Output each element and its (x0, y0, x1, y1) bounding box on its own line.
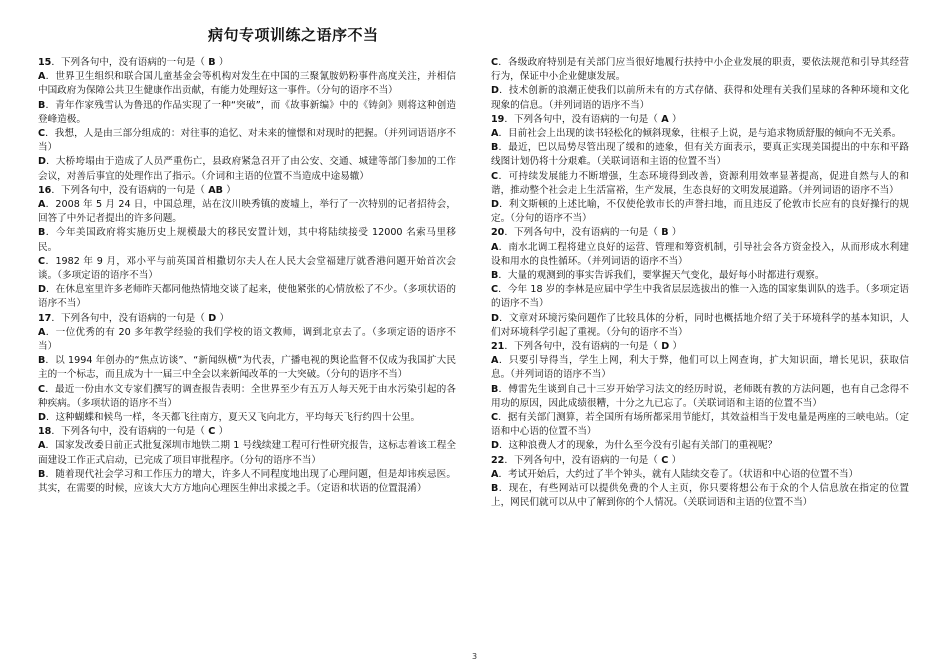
option-text: ．今年美国政府将实施历史上规模最大的移民安置计划，其中将陆续接受 12000 名索马里移民。 (38, 227, 456, 253)
option-line (491, 383, 909, 411)
option-text: ．青年作家残雪认为鲁迅的作品实现了一种“突破”，而《故事新编》中的《铸剑》则将这种创造登峰造极。 (38, 99, 456, 125)
option-letter: B (38, 227, 46, 239)
option-line (38, 326, 456, 354)
option-letter: B (491, 483, 499, 495)
question-text: ．下列各句中，没有语病的一句是（ (504, 227, 658, 239)
question-stem (38, 312, 456, 326)
option-text: ．考试开始后，大约过了半个钟头，就有人陆续交卷了。（状语和中心语的位置不当） (498, 468, 859, 480)
question-number: 21 (491, 341, 505, 353)
question-number: 22 (491, 454, 505, 466)
question-close: ） (219, 312, 230, 324)
question-stem (491, 113, 909, 127)
question-close: ） (671, 454, 682, 466)
option-letter: D (491, 199, 499, 211)
option-text: ．目前社会上出现的读书轻松化的倾斜现象，往根子上说，是与追求物质舒服的倾向不无关系。 (498, 128, 902, 140)
answer-letter: D (204, 312, 220, 324)
option-line (38, 198, 456, 226)
question-number: 16 (38, 184, 52, 196)
option-line (38, 99, 456, 127)
option-text: ．在休息室里许多老师昨天都同他热情地交谈了起来，使他紧张的心情放松了不少。（多项状语的语序不当） (38, 284, 456, 310)
question-stem (38, 425, 456, 439)
question-text: ．下列各句中，没有语病的一句是（ (51, 312, 205, 324)
option-letter: D (38, 284, 46, 296)
option-text: ．我想，人是由三部分组成的：对往事的追忆、对未来的憧憬和对现时的把握。（并列词语语序不当） (38, 128, 456, 154)
answer-letter: D (657, 341, 673, 353)
option-text: ．随着现代社会学习和工作压力的增大，许多人不同程度地出现了心理问题，但是却讳疾忌医。其实，在需要的时候，应该大大方方地向心理医生伸出求援之手。（定语和状语的位置混淆） (38, 468, 456, 495)
option-letter: A (491, 468, 499, 480)
option-letter: B (491, 270, 499, 282)
question-stem (491, 340, 909, 354)
option-text: ．这种蝴蝶和候鸟一样，冬天都飞往南方，夏天又飞向北方，平均每天飞行约四十公里。 (45, 412, 421, 424)
option-text: ．只要引导得当，学生上网，利大于弊，他们可以上网查询，扩大知识面，增长见识，获取信息。（并列词语的语序不当） (491, 355, 909, 381)
option-letter: C (38, 383, 46, 395)
question-text: ．下列各句中，没有语病的一句是（ (51, 57, 205, 68)
question-close: ） (218, 57, 229, 68)
question-text: ．下列各句中，没有语病的一句是（ (504, 113, 658, 125)
option-line (38, 383, 456, 411)
question-stem (38, 56, 456, 70)
option-text: ．南水北调工程将建立良好的运营、管理和筹资机制，引导社会各方资金投入，从而形成水利建设和用水的良性循环。（并列词语的语序不当） (491, 241, 909, 267)
answer-letter: A (657, 113, 672, 125)
option-letter: B (491, 383, 499, 395)
option-line (38, 468, 456, 496)
option-text: ．现在，有些网站可以提供免费的个人主页，你只要将想公布于众的个人信息放在指定的位置上，网民们就可以从中了解到你的个人情况。（关联词语和主语的位置不当） (491, 483, 909, 509)
option-text: ．可持续发展能力不断增强，生态环境得到改善，资源利用效率显著提高，促进自然与人的和谐，推动整个社会走上生活富裕，生产发展，生态良好的文明发展道路。（并列词语的语序不当） (491, 170, 909, 196)
option-letter: A (38, 71, 46, 83)
option-text: ．大桥垮塌由于造成了人员严重伤亡，县政府紧急召开了由公安、交通、城建等部门参加的工作会议，对善后事宜的处理作出了指示。（介词和主语的位置不当造成中途易辙） (38, 156, 456, 182)
option-line (491, 141, 909, 169)
option-text: ．国家发改委日前正式批复深圳市地铁二期 1 号线续建工程可行性研究报告，这标志着该工程全面建设工作正式启动，已完成了项目审批程序。（分句的语序不当） (38, 440, 456, 466)
option-text: ．这种浪费人才的现象，为什么至今没有引起有关部门的重视呢？ (498, 440, 778, 452)
option-line (38, 127, 456, 155)
option-line (491, 269, 909, 283)
question-text: ．下列各句中，没有语病的一句是（ (51, 426, 205, 438)
option-line (38, 439, 456, 467)
question-number: 19 (491, 113, 505, 125)
option-letter: D (491, 85, 499, 97)
option-line (491, 354, 909, 382)
option-line (491, 411, 909, 439)
option-letter: D (38, 156, 46, 168)
option-text: ．最近，巴以局势尽管出现了缓和的迹象，但有关方面表示，要真正实现美国提出的中东和平路线图计划仍将十分艰难。（关联词语和主语的位置不当） (491, 142, 909, 168)
option-line (491, 84, 909, 112)
option-line (38, 255, 456, 283)
option-line (491, 198, 909, 226)
page-number: 3 (472, 652, 478, 661)
option-text: ．利文斯顿的上述比喻，不仅使伦敦市长的声誉扫地，而且违反了伦敦市长应有的良好操行的规定。（分句的语序不当） (491, 199, 909, 225)
option-letter: B (38, 99, 46, 111)
option-text: ．据有关部门测算，若全国所有场所都采用节能灯，其效益相当于发电量是两座的三峡电站。（定语和中心语的位置不当） (491, 412, 909, 438)
option-letter: C (38, 128, 46, 140)
option-letter: D (491, 440, 499, 452)
question-stem (491, 454, 909, 468)
question-text: ．下列各句中，没有语病的一句是（ (504, 341, 658, 353)
question-close: ） (226, 184, 236, 196)
answer-letter: AB (204, 184, 227, 196)
option-line (38, 226, 456, 254)
option-text: ．2008 年 5 月 24 日，中国总理，站在汶川映秀镇的废墟上，举行了一次特别的记者招待会，回答了中外记者提出的许多问题。 (38, 199, 456, 225)
question-close: ） (218, 426, 229, 438)
option-letter: A (491, 355, 499, 367)
option-letter: A (38, 326, 46, 338)
answer-letter: B (204, 57, 219, 68)
answer-letter: B (657, 227, 672, 239)
option-letter: A (38, 199, 46, 211)
question-text: ．下列各句中，没有语病的一句是（ (51, 184, 205, 196)
option-line (491, 482, 909, 510)
option-line (38, 70, 456, 98)
option-letter: A (491, 241, 499, 253)
option-text: ．文章对环境污染问题作了比较具体的分析，同时也概括地介绍了关于环境科学的基本知识，人们对环境科学引起了重视。（分句的语序不当） (491, 312, 909, 338)
option-line (491, 241, 909, 269)
option-letter: B (491, 142, 499, 154)
left-column (38, 56, 456, 496)
option-line (491, 56, 909, 84)
question-text: ．下列各句中，没有语病的一句是（ (504, 454, 658, 466)
option-line (38, 155, 456, 183)
option-line (38, 411, 456, 425)
option-letter: D (38, 412, 46, 424)
page-title: 病句专项训练之语序不当 (208, 26, 379, 44)
question-number: 15 (38, 57, 52, 68)
question-number: 18 (38, 426, 52, 438)
question-stem (38, 184, 456, 198)
option-line (491, 170, 909, 198)
option-line (491, 439, 909, 453)
option-letter: A (491, 128, 499, 140)
option-text: ．世界卫生组织和联合国儿童基金会等机构对发生在中国的三聚氰胺奶粉事件高度关注，并相信中国政府为保障公共卫生健康作出贡献，有能力处理好这一事件。（分句的语序不当） (38, 71, 456, 97)
option-text: ．今年 18 岁的李林是应届中学生中我省层层选拔出的惟一入选的国家集训队的选手。（多项定语的语序不当） (491, 284, 909, 310)
option-letter: C (491, 412, 499, 424)
option-letter: B (38, 468, 46, 480)
option-letter: C (491, 57, 499, 68)
question-close: ） (671, 227, 682, 239)
option-line (491, 283, 909, 311)
answer-letter: C (204, 426, 219, 438)
question-close: ） (672, 341, 683, 353)
option-line (491, 127, 909, 141)
option-letter: B (38, 355, 46, 367)
question-close: ） (671, 113, 682, 125)
option-letter: C (491, 170, 499, 182)
option-text: ．大量的观测到的事实告诉我们，要掌握天气变化，最好每小时都进行观察。 (498, 270, 825, 282)
option-text: ．傅雷先生谈到自己十三岁开始学习法文的经历时说，老师既有教的方法问题，也有自己念得不用功的原因，因此成绩很糟，十分之九已忘了。（关联词语和主语的位置不当） (491, 383, 909, 409)
option-line (38, 283, 456, 311)
option-letter: C (491, 284, 499, 296)
question-stem (491, 226, 909, 240)
option-text: ．一位优秀的有 20 多年教学经验的我们学校的语文教师，调到北京去了。（多项定语的语序不当） (38, 326, 456, 353)
option-text: ．最近一份由水文专家们撰写的调查报告表明：全世界至少有五万人每天死于由水污染引起的各种疾病。（多项状语的语序不当） (38, 383, 456, 409)
option-line (491, 312, 909, 340)
option-text: ．1982 年 9 月，邓小平与前英国首相撒切尔夫人在人民大会堂福建厅就香港问题开始首次会谈。（多项定语的语序不当） (38, 255, 456, 282)
option-line (491, 468, 909, 482)
answer-letter: C (657, 454, 672, 466)
question-number: 17 (38, 312, 52, 324)
option-text: ．技术创新的浪潮正使我们以前所未有的方式存储、获得和处理有关我们星球的各种环境和文化现象的信息。（并列词语的语序不当） (491, 85, 909, 111)
option-letter: A (38, 440, 46, 452)
question-number: 20 (491, 227, 505, 239)
option-letter: C (38, 255, 46, 267)
option-text: ．各级政府特别是有关部门应当很好地履行扶持中小企业发展的职责，要依法规范和引导其经营行为，保证中小企业健康发展。 (491, 57, 909, 83)
option-letter: D (491, 312, 499, 324)
option-text: ．以 1994 年创办的“焦点访谈”、“新闻纵横”为代表，广播电视的舆论监督不仅成为我国扩大民主的一个标志，而且成为十一届三中全会以来新闻改革的一大突破。（分句的语序不当） (38, 355, 456, 381)
option-line (38, 354, 456, 382)
right-column (491, 56, 909, 511)
